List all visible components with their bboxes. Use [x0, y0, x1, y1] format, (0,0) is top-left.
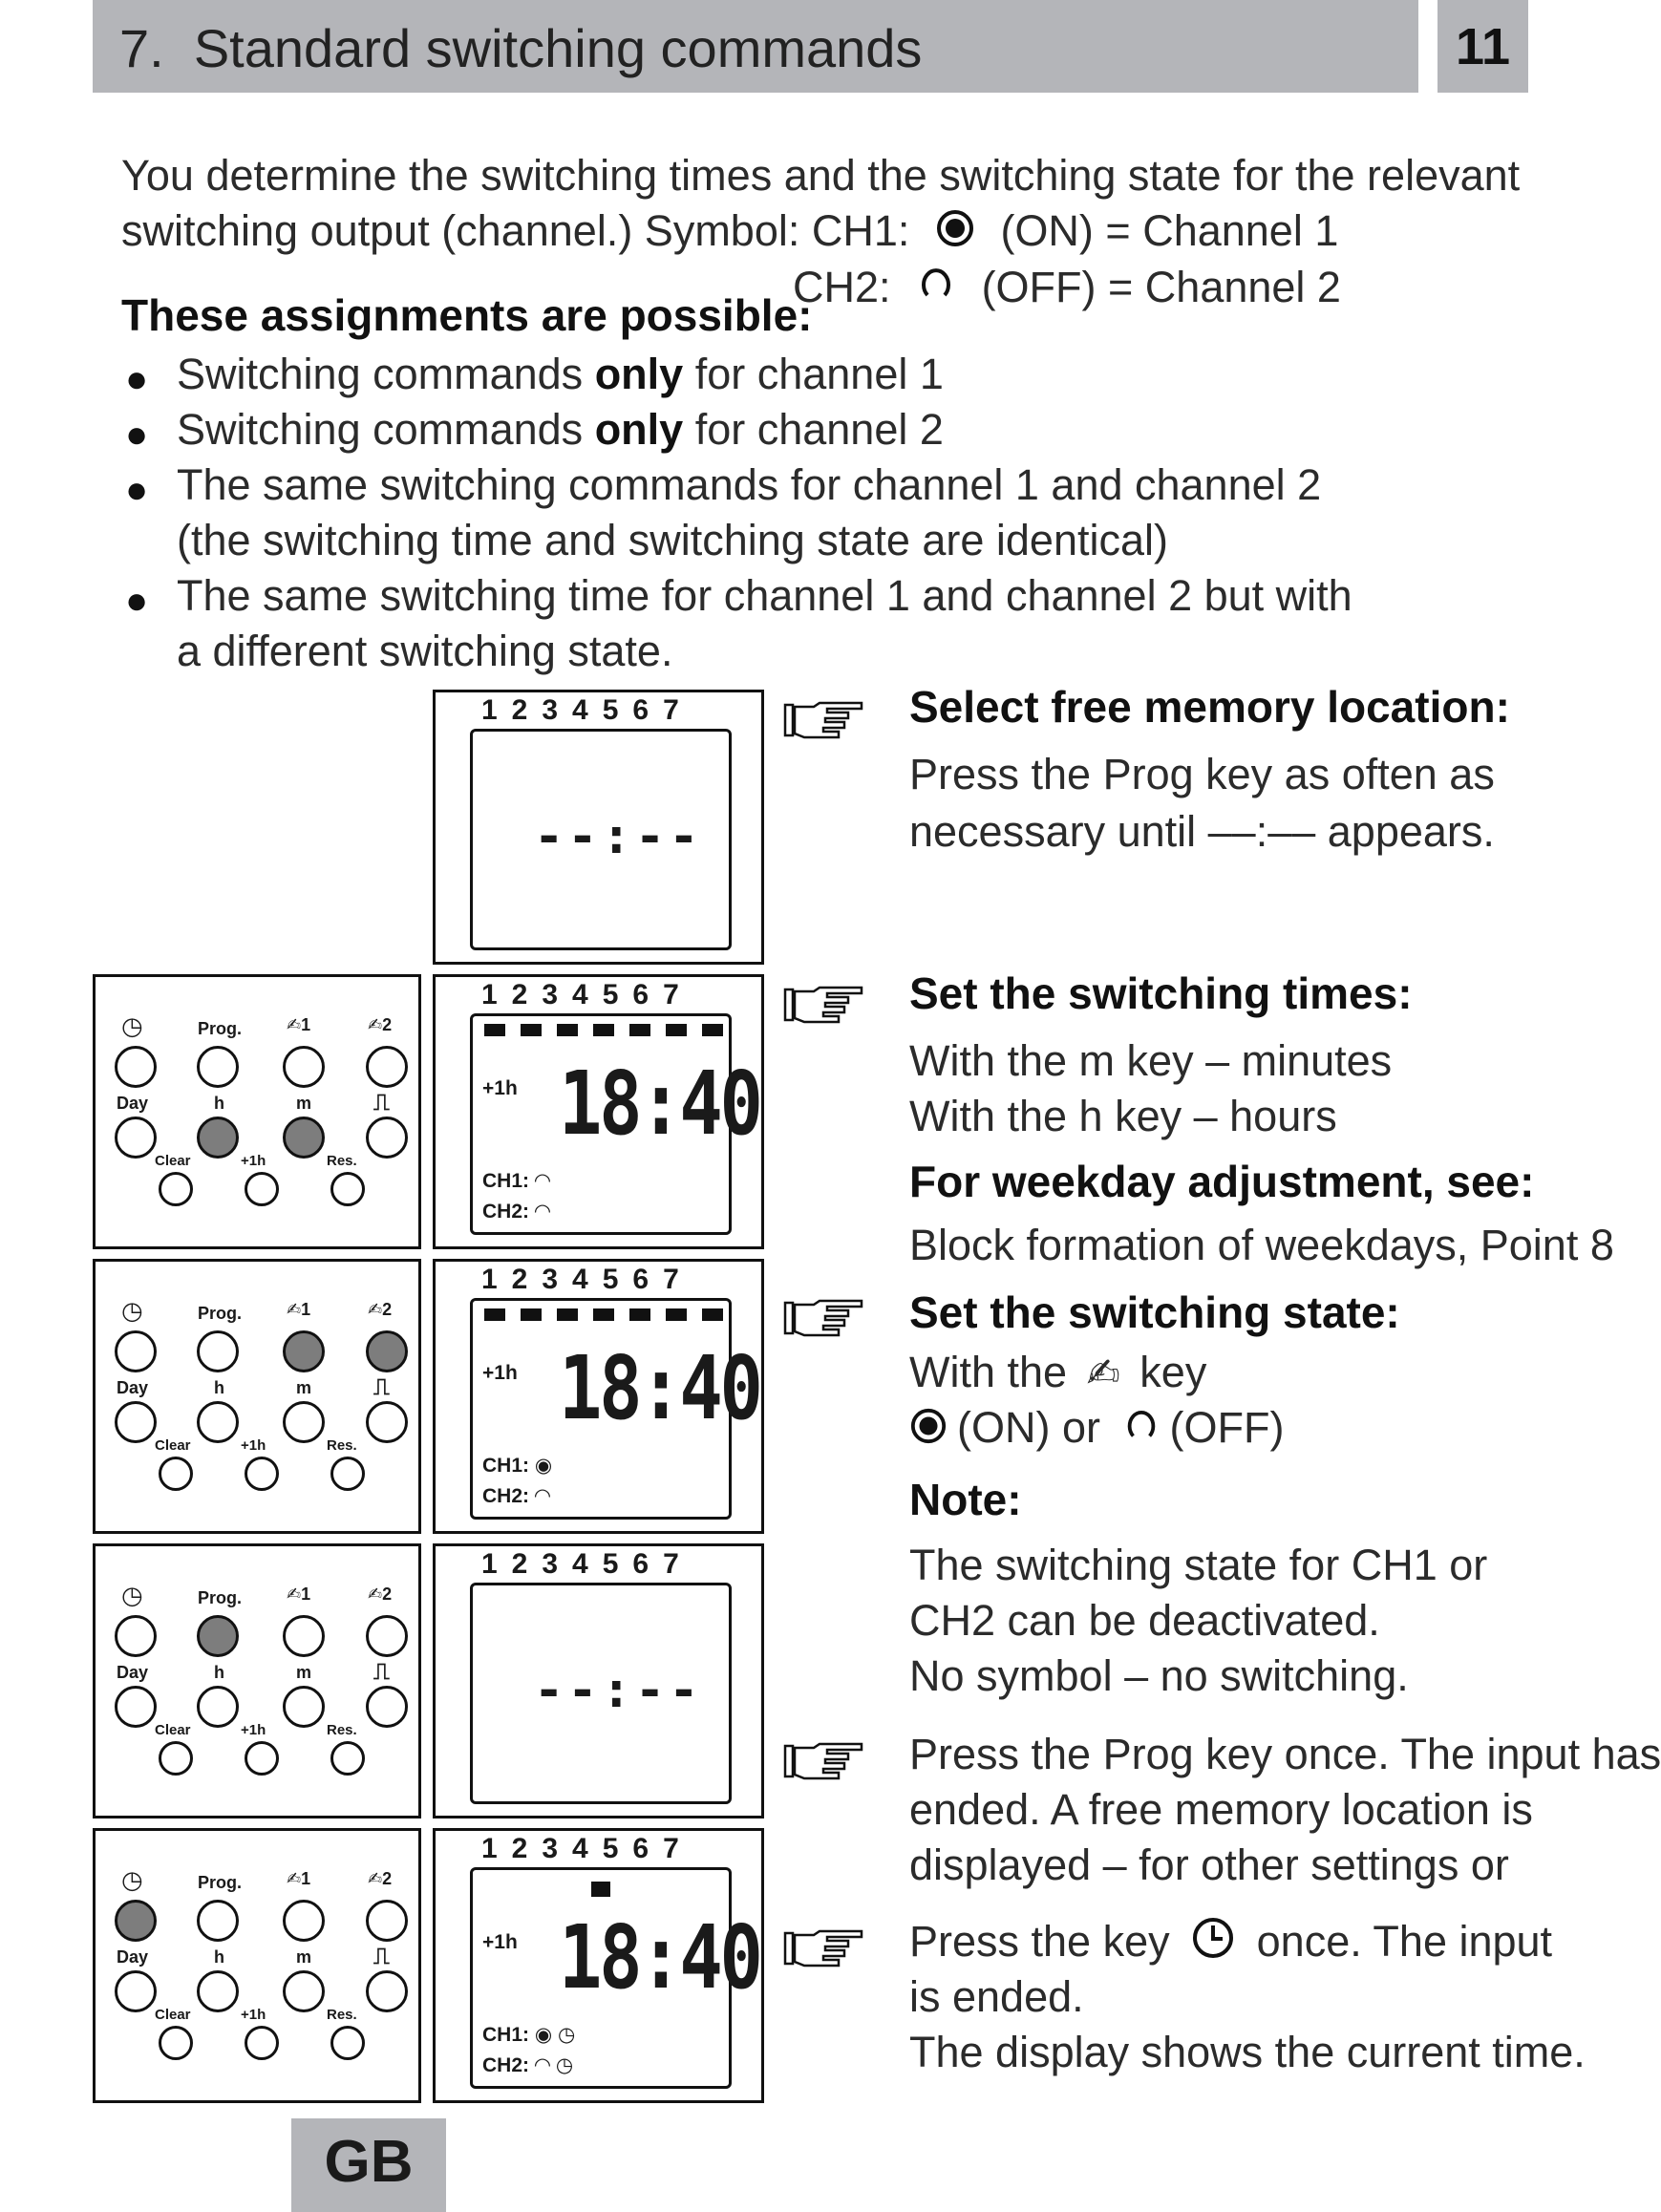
weekday-reference: Block formation of weekdays, Point 8: [909, 1221, 1614, 1269]
hand1-label: 1: [301, 1869, 311, 1888]
step-5-line: is ended.: [909, 1972, 1084, 2021]
hand-key-icon: ✍: [1086, 1351, 1120, 1395]
ch1-label: CH1:: [811, 206, 910, 255]
on-symbol-icon: [909, 1403, 948, 1458]
ch1-indicator: [482, 1169, 550, 1193]
step-3-text: (ON) or: [957, 1403, 1100, 1452]
prog-key[interactable]: [197, 1330, 239, 1372]
lcd-display-3: [433, 1259, 764, 1534]
hand1-key-label: [287, 1300, 310, 1320]
hand-icon: ✍: [287, 1869, 302, 1888]
step-3-title: Set the switching state:: [909, 1287, 1400, 1337]
off-symbol-icon: ◠: [534, 1170, 551, 1192]
hand-icon: ✍: [368, 1585, 383, 1604]
ch1-label: CH1:: [482, 2024, 530, 2046]
hand-icon: ✍: [287, 1585, 302, 1604]
plus1h-indicator: +1h: [482, 1362, 518, 1384]
hand2-key[interactable]: [366, 1900, 408, 1942]
clock-key[interactable]: [115, 1615, 157, 1657]
pointing-hand-icon: [781, 693, 867, 743]
pointing-hand-icon: [781, 1734, 867, 1784]
h-key-label: h: [214, 1947, 224, 1967]
ch1-indicator: [482, 1454, 552, 1478]
intro-line-3: [793, 260, 1341, 318]
day-key-label: Day: [117, 1663, 149, 1682]
hand1-key-label: [287, 1015, 310, 1035]
hand1-key-label: [287, 1585, 310, 1605]
step-5-text: once. The input: [1256, 1917, 1553, 1966]
step-5-line: The display shows the current time.: [909, 2028, 1586, 2076]
clock-key-icon: ◷: [121, 1581, 143, 1609]
res-key[interactable]: [330, 1172, 365, 1206]
step-1-title: Select free memory location:: [909, 682, 1510, 732]
hand1-key-label: [287, 1869, 310, 1889]
pointing-hand-icon: [781, 1922, 867, 1971]
h-key[interactable]: [197, 1401, 239, 1443]
ch2-indicator: [482, 1484, 550, 1508]
weekday-markers: [484, 1308, 723, 1324]
plus1h-indicator: +1h: [482, 1931, 518, 1953]
res-key-label: Res.: [327, 1437, 357, 1454]
pointing-hand-icon: [781, 978, 867, 1028]
res-key[interactable]: [330, 1741, 365, 1776]
step-3-line: [909, 1345, 1206, 1401]
weekday-heading: For weekday adjustment, see:: [909, 1157, 1535, 1206]
hand-icon: ✍: [287, 1300, 302, 1319]
step-4-line: displayed – for other settings or: [909, 1840, 1509, 1889]
step-3-text: (OFF): [1169, 1403, 1285, 1452]
plus1h-key[interactable]: [245, 1741, 279, 1776]
page-number: 11: [1455, 18, 1511, 75]
step-5-line: [909, 1914, 1552, 1973]
step-4-line: Press the Prog key once. The input has: [909, 1730, 1661, 1778]
current-day-marker: [591, 1882, 610, 1897]
off-symbol-icon: ◠: [534, 1201, 551, 1223]
weekday-row: 1234567: [481, 1264, 693, 1295]
ch2-indicator: [482, 2053, 573, 2077]
off-symbol-icon: ◠: [534, 1485, 551, 1507]
lcd-display-4: [433, 1543, 764, 1819]
clock-key-icon: ◷: [121, 1296, 143, 1325]
weekday-row: 1234567: [481, 1548, 693, 1580]
step-3-text: key: [1139, 1348, 1207, 1396]
m-key[interactable]: [283, 1401, 325, 1443]
hand1-key[interactable]: [283, 1046, 325, 1088]
plus1h-key[interactable]: [245, 1457, 279, 1491]
chapter-number: 7.: [119, 18, 164, 78]
m-key-label: m: [296, 1094, 312, 1113]
lcd-time: 18:40: [559, 1053, 760, 1155]
hand2-key[interactable]: [366, 1330, 408, 1372]
pointing-hand-icon: [781, 1291, 867, 1341]
lcd-time: 18:40: [559, 1906, 760, 2009]
assignments-heading: These assignments are possible:: [121, 290, 813, 340]
assignment-item: The same switching time for channel 1 and channel 2 but with: [177, 571, 1352, 620]
day-key[interactable]: [115, 1686, 157, 1728]
clear-key[interactable]: [159, 2026, 193, 2060]
clear-key[interactable]: [159, 1172, 193, 1206]
m-key-label: m: [296, 1947, 312, 1967]
note-title: Note:: [909, 1475, 1022, 1524]
bullet-icon: ●: [125, 469, 149, 511]
m-key[interactable]: [283, 1970, 325, 2012]
lcd-display-1: [433, 690, 764, 965]
hand-icon: ✍: [287, 1015, 302, 1034]
clock-icon: ◷: [558, 2024, 576, 2046]
h-key[interactable]: [197, 1686, 239, 1728]
hand2-key-label: [368, 1585, 392, 1605]
hand2-key[interactable]: [366, 1046, 408, 1088]
ch1-indicator: [482, 2023, 575, 2047]
pulse-key-icon: ⎍: [373, 1374, 390, 1400]
prog-key[interactable]: [197, 1615, 239, 1657]
hand2-label: 2: [382, 1015, 393, 1034]
h-key-label: h: [214, 1094, 224, 1113]
assignment-item: The same switching commands for channel 1 and channel 2: [177, 460, 1322, 509]
plus1h-key-label: +1h: [241, 1153, 266, 1169]
m-key-label: m: [296, 1663, 312, 1682]
lcd-screen: [470, 1298, 760, 1520]
res-key-label: Res.: [327, 1153, 357, 1169]
assignment-text: Switching commands: [177, 405, 595, 454]
pulse-key[interactable]: [366, 1686, 408, 1728]
hand1-label: 1: [301, 1585, 311, 1604]
day-key[interactable]: [115, 1117, 157, 1159]
plus1h-key-label: +1h: [241, 1437, 266, 1454]
step-5-text: Press the key: [909, 1917, 1170, 1966]
prog-key-label: Prog.: [198, 1304, 243, 1323]
clock-key[interactable]: [115, 1046, 157, 1088]
hand2-key-label: [368, 1300, 392, 1320]
m-key-label: m: [296, 1378, 312, 1397]
prog-key-label: Prog.: [198, 1873, 243, 1892]
assignment-text: for channel 2: [683, 405, 944, 454]
key-panel-2: [93, 1259, 421, 1534]
step-3-line: [909, 1400, 1284, 1458]
prog-key[interactable]: [197, 1046, 239, 1088]
ch2-label: CH2:: [482, 2054, 530, 2076]
off-symbol-icon: ◠: [534, 2054, 551, 2076]
key-panel-1: [93, 974, 421, 1249]
assignment-item-cont: (the switching time and switching state are identical): [177, 516, 1168, 564]
lcd-screen: [470, 1013, 760, 1235]
hand1-key[interactable]: [283, 1900, 325, 1942]
day-key-label: Day: [117, 1094, 149, 1113]
step-1-line: necessary until ––:–– appears.: [909, 807, 1495, 856]
intro-line-2-text: switching output (channel.) Symbol:: [121, 206, 800, 255]
on-symbol-icon: ◉: [534, 2024, 553, 2046]
clear-key[interactable]: [159, 1457, 193, 1491]
lcd-display-5: [433, 1828, 764, 2103]
step-1-line: Press the Prog key as often as: [909, 750, 1495, 798]
step-2-line: With the m key – minutes: [909, 1036, 1393, 1085]
pulse-key-icon: ⎍: [373, 1090, 390, 1116]
hand1-label: 1: [301, 1300, 311, 1319]
note-line: The switching state for CH1 or: [909, 1541, 1488, 1589]
assignment-item: [177, 347, 944, 402]
pulse-key[interactable]: [366, 1970, 408, 2012]
bullet-icon: ●: [125, 580, 149, 622]
res-key-label: Res.: [327, 1722, 357, 1738]
pulse-key[interactable]: [366, 1401, 408, 1443]
hand1-key[interactable]: [283, 1615, 325, 1657]
plus1h-key-label: +1h: [241, 2007, 266, 2023]
assignment-item: [177, 402, 944, 457]
ch2-label: CH2:: [482, 1201, 530, 1223]
clock-key[interactable]: [115, 1330, 157, 1372]
note-line: No symbol – no switching.: [909, 1651, 1409, 1700]
clock-key[interactable]: [115, 1900, 157, 1942]
intro-line-2: [121, 203, 1338, 262]
plus1h-indicator: +1h: [482, 1077, 518, 1099]
day-key-label: Day: [117, 1947, 149, 1967]
lcd-screen: [470, 1583, 732, 1804]
prog-key-label: Prog.: [198, 1019, 243, 1038]
plus1h-key-label: +1h: [241, 1722, 266, 1738]
step-4-line: ended. A free memory location is: [909, 1785, 1533, 1834]
weekday-row: 1234567: [481, 694, 693, 726]
h-key-label: h: [214, 1378, 224, 1397]
hand1-key[interactable]: [283, 1330, 325, 1372]
day-key[interactable]: [115, 1970, 157, 2012]
h-key[interactable]: [197, 1970, 239, 2012]
ch2-indicator: [482, 1200, 550, 1223]
hand2-key[interactable]: [366, 1615, 408, 1657]
prog-key-label: Prog.: [198, 1588, 243, 1607]
res-key[interactable]: [330, 1457, 365, 1491]
h-key-label: h: [214, 1663, 224, 1682]
clock-icon: [1191, 1916, 1235, 1973]
weekday-row: 1234567: [481, 1833, 693, 1864]
step-2-line: With the h key – hours: [909, 1092, 1337, 1140]
pulse-key[interactable]: [366, 1117, 408, 1159]
clear-key-label: Clear: [155, 2007, 191, 2023]
res-key-label: Res.: [327, 2007, 357, 2023]
hand2-label: 2: [382, 1585, 393, 1604]
h-key[interactable]: [197, 1117, 239, 1159]
intro-line-1: You determine the switching times and the switching state for the relevant: [121, 151, 1521, 200]
key-panel-3: [93, 1543, 421, 1819]
hand2-key-label: [368, 1869, 392, 1889]
m-key[interactable]: [283, 1686, 325, 1728]
ch2-label: CH2:: [482, 1485, 530, 1507]
lcd-screen: [470, 729, 732, 950]
chapter-title: [119, 17, 922, 79]
step-2-title: Set the switching times:: [909, 968, 1413, 1018]
clock-icon: ◷: [555, 2054, 574, 2076]
hand-icon: ✍: [368, 1869, 383, 1888]
plus1h-key[interactable]: [245, 2026, 279, 2060]
lcd-blank-time: --:--: [534, 1662, 703, 1719]
day-key[interactable]: [115, 1401, 157, 1443]
assignment-item-cont: a different switching state.: [177, 627, 673, 675]
hand-icon: ✍: [368, 1300, 383, 1319]
clear-key-label: Clear: [155, 1437, 191, 1454]
pulse-key-icon: ⎍: [373, 1659, 390, 1685]
m-key[interactable]: [283, 1117, 325, 1159]
clear-key-label: Clear: [155, 1722, 191, 1738]
clear-key[interactable]: [159, 1741, 193, 1776]
assignment-text: for channel 1: [683, 350, 944, 398]
prog-key[interactable]: [197, 1900, 239, 1942]
hand2-label: 2: [382, 1300, 393, 1319]
key-panel-4: [93, 1828, 421, 2103]
bullet-icon: ●: [125, 414, 149, 456]
note-line: CH2 can be deactivated.: [909, 1596, 1380, 1645]
hand2-label: 2: [382, 1869, 393, 1888]
ch1-label: CH1:: [482, 1170, 530, 1192]
off-symbol-icon: [916, 263, 956, 318]
ch1-label: CH1:: [482, 1455, 530, 1477]
ch2-label: CH2:: [793, 263, 891, 311]
step-3-text: With the: [909, 1348, 1068, 1396]
weekday-row: 1234567: [481, 979, 693, 1010]
assignment-emphasis: only: [594, 405, 684, 454]
clock-key-icon: ◷: [121, 1865, 143, 1894]
ch2-state: (OFF) = Channel 2: [981, 263, 1341, 311]
hand-icon: ✍: [368, 1015, 383, 1034]
off-symbol-icon: [1122, 1403, 1161, 1458]
ch1-state: (ON) = Channel 1: [1000, 206, 1339, 255]
weekday-markers: [484, 1024, 723, 1039]
on-symbol-icon: ◉: [534, 1455, 553, 1477]
lcd-screen: [470, 1867, 760, 2089]
assignment-text: Switching commands: [177, 350, 595, 398]
plus1h-key[interactable]: [245, 1172, 279, 1206]
day-key-label: Day: [117, 1378, 149, 1397]
hand1-label: 1: [301, 1015, 311, 1034]
on-symbol-icon: [935, 206, 975, 262]
clock-key-icon: ◷: [121, 1011, 143, 1040]
lcd-blank-time: --:--: [534, 808, 703, 865]
lcd-display-2: [433, 974, 764, 1249]
res-key[interactable]: [330, 2026, 365, 2060]
language-label: GB: [324, 2129, 414, 2195]
chapter-heading: Standard switching commands: [193, 18, 923, 78]
bullet-icon: ●: [125, 358, 149, 400]
pulse-key-icon: ⎍: [373, 1944, 390, 1969]
clear-key-label: Clear: [155, 1153, 191, 1169]
lcd-time: 18:40: [559, 1337, 760, 1439]
assignment-emphasis: only: [594, 350, 684, 398]
hand2-key-label: [368, 1015, 392, 1035]
